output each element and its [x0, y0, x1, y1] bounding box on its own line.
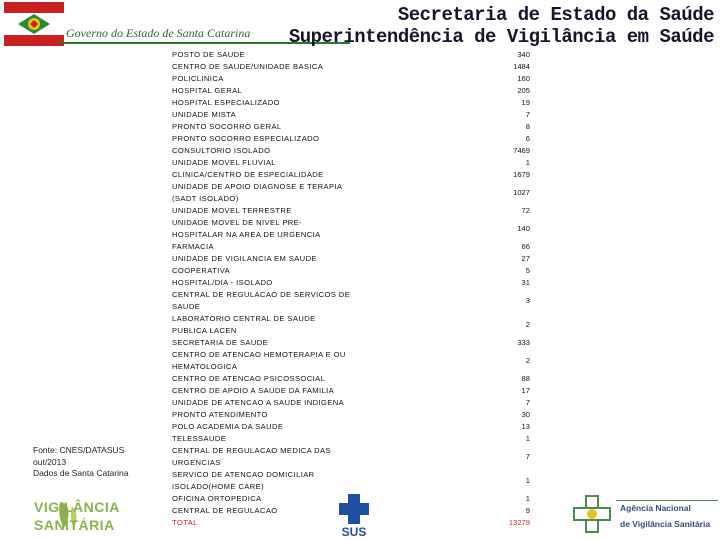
establishment-type: PRONTO SOCORRO ESPECIALIZADO: [172, 134, 320, 143]
table-row: [172, 181, 532, 205]
table-row: [172, 289, 532, 313]
table-row: [172, 397, 532, 409]
establishment-table: [172, 49, 532, 529]
establishment-count: 1: [525, 434, 530, 443]
establishment-count: 7: [525, 398, 530, 407]
establishment-count: 5: [525, 266, 530, 275]
establishment-count: 3: [525, 296, 530, 305]
vigilancia-label: VIGILÂNCIA: [34, 499, 120, 515]
table-row: [172, 145, 532, 157]
table-row: [172, 133, 532, 145]
establishment-type: UNIDADE DE ATENCAO A SAUDE INDIGENA: [172, 398, 345, 407]
table-row: [172, 433, 532, 445]
table-row: [172, 157, 532, 169]
establishment-count: 6: [525, 134, 530, 143]
source-scope: Dados de Santa Catarina: [33, 468, 129, 478]
anvisa-name-line2: de Vigilância Sanitária: [620, 519, 711, 529]
establishment-type: CENTRO DE ATENCAO HEMOTERAPIA E OU HEMATOLOGICA: [172, 350, 346, 371]
table-row: [172, 217, 532, 241]
establishment-count: 7: [525, 452, 530, 461]
header: [0, 0, 720, 50]
page-title: Secretaria de Estado da Saúde: [397, 4, 714, 26]
establishment-count: 1: [525, 494, 530, 503]
establishment-count: 30: [521, 410, 530, 419]
table-row: [172, 241, 532, 253]
anvisa-logo: [572, 492, 612, 536]
establishment-count: 27: [521, 254, 530, 263]
table-row: [172, 337, 532, 349]
table-row: [172, 373, 532, 385]
establishment-type: COOPERATIVA: [172, 266, 231, 275]
establishment-type: UNIDADE DE VIGILANCIA EM SAUDE: [172, 254, 317, 263]
table-row: [172, 469, 532, 493]
establishment-type: PRONTO ATENDIMENTO: [172, 410, 268, 419]
table-row: [172, 253, 532, 265]
table-row: [172, 61, 532, 73]
establishment-type: CENTRAL DE REGULACAO DE SERVICOS DE SAUDE: [172, 290, 351, 311]
establishment-count: 1679: [513, 170, 530, 179]
establishment-count: 160: [517, 74, 530, 83]
table-row: [172, 421, 532, 433]
establishment-type: UNIDADE MISTA: [172, 110, 237, 119]
establishment-count: 1027: [513, 188, 530, 197]
establishment-count: 2: [525, 320, 530, 329]
table-row: [172, 313, 532, 337]
source-date: out/2013: [33, 456, 67, 467]
table-row: [172, 349, 532, 373]
establishment-count: 19: [521, 98, 530, 107]
establishment-count: 7469: [513, 146, 530, 155]
total-value: 13279: [508, 518, 530, 527]
establishment-type: CENTRAL DE REGULACAO: [172, 506, 278, 515]
establishment-count: 140: [517, 224, 530, 233]
establishment-type: CENTRO DE APOIO A SAUDE DA FAMILIA: [172, 386, 335, 395]
establishment-type: POLICLINICA: [172, 74, 224, 83]
anvisa-name-line1: Agência Nacional: [620, 503, 691, 513]
table-row: [172, 205, 532, 217]
table-row: [172, 409, 532, 421]
table-row: [172, 265, 532, 277]
establishment-type: CENTRO DE ATENCAO PSICOSSOCIAL: [172, 374, 326, 383]
establishment-type: SERVICO DE ATENCAO DOMICILIAR ISOLADO(HOME CARE): [172, 470, 315, 491]
establishment-count: 17: [521, 386, 530, 395]
establishment-count: 8: [525, 122, 530, 131]
establishment-type: CENTRO DE SAUDE/UNIDADE BASICA: [172, 62, 324, 71]
establishment-type: HOSPITAL/DIA - ISOLADO: [172, 278, 273, 287]
establishment-type: UNIDADE MOVEL FLUVIAL: [172, 158, 276, 167]
establishment-type: SECRETARIA DE SAUDE: [172, 338, 269, 347]
establishment-count: 333: [517, 338, 530, 347]
table-row: [172, 109, 532, 121]
establishment-type: HOSPITAL GERAL: [172, 86, 243, 95]
establishment-count: 2: [525, 356, 530, 365]
source-note: [33, 445, 128, 480]
establishment-type: PRONTO SOCORRO GERAL: [172, 122, 282, 131]
establishment-count: 1: [525, 476, 530, 485]
sus-label: SUS: [341, 525, 367, 538]
table-row: [172, 121, 532, 133]
establishment-count: 88: [521, 374, 530, 383]
table-row: [172, 73, 532, 85]
establishment-type: LABORATORIO CENTRAL DE SAUDE PUBLICA LACEN: [172, 314, 316, 335]
establishment-type: POSTO DE SAUDE: [172, 50, 245, 59]
table-row: [172, 445, 532, 469]
establishment-type: UNIDADE DE APOIO DIAGNOSE E TERAPIA (SADT ISOLADO): [172, 182, 342, 203]
establishment-type: FARMACIA: [172, 242, 215, 251]
establishment-count: 205: [517, 86, 530, 95]
establishment-count: 1: [525, 158, 530, 167]
table-row: [172, 385, 532, 397]
establishment-count: 1484: [513, 62, 530, 71]
table-row: [172, 277, 532, 289]
establishment-type: UNIDADE MOVEL DE NIVEL PRE-HOSPITALAR NA AREA DE URGENCIA: [172, 218, 321, 239]
establishment-count: 340: [517, 50, 530, 59]
sanitaria-label: SANITÁRIA: [34, 517, 115, 533]
establishment-count: 13: [521, 422, 530, 431]
establishment-count: 9: [525, 506, 530, 515]
sus-logo: [336, 492, 372, 538]
establishment-type: TELESSAUDE: [172, 434, 227, 443]
source-line: Fonte: CNES/DATASUS: [33, 445, 125, 455]
establishment-type: UNIDADE MOVEL TERRESTRE: [172, 206, 292, 215]
establishment-type: CLINICA/CENTRO DE ESPECIALIDADE: [172, 170, 324, 179]
establishment-count: 72: [521, 206, 530, 215]
establishment-type: POLO ACADEMIA DA SAUDE: [172, 422, 284, 431]
establishment-count: 66: [521, 242, 530, 251]
gov-name: Governo do Estado de Santa Catarina: [66, 26, 251, 40]
establishment-type: HOSPITAL ESPECIALIZADO: [172, 98, 280, 107]
establishment-count: 7: [525, 110, 530, 119]
santa-catarina-flag-logo: [4, 2, 64, 46]
table-row: [172, 97, 532, 109]
establishment-type: CONSULTORIO ISOLADO: [172, 146, 271, 155]
establishment-type: OFICINA ORTOPEDICA: [172, 494, 262, 503]
establishment-count: 31: [521, 278, 530, 287]
total-label: TOTAL: [172, 518, 198, 527]
page-subtitle: Superintendência de Vigilância em Saúde: [288, 26, 714, 48]
establishment-type: CENTRAL DE REGULACAO MEDICA DAS URGENCIAS: [172, 446, 331, 467]
table-row: [172, 85, 532, 97]
anvisa-divider: [616, 500, 718, 501]
table-row: [172, 169, 532, 181]
table-row: [172, 49, 532, 61]
